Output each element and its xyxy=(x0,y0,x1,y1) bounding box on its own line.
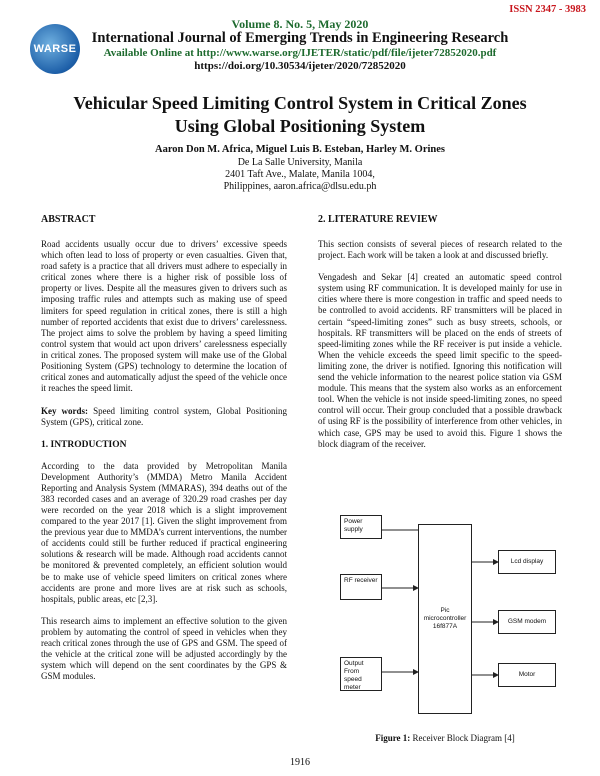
caption-text: Receiver Block Diagram [4] xyxy=(410,733,515,743)
affiliation-line-1: De La Salle University, Manila xyxy=(237,157,363,168)
intro-paragraph-1: According to the data provided by Metropolitan Manila Development Authority’s (MMDA) Metro Manila Accident Reporting and Analysis System (MMARAS), 394 deaths out of the 383 recorded cases and an average of 320.29 road crashes per day were recorded on the year 2018 which is a slight improvement compared to the year 2017 [1]. Given the slight improvement from the previous year due to MMDA’s current interventions, the number of accidents could still be further reduced if practical engineering solutions & research will be made. Although road accidents cannot be monitored & prevented completely, an efficient solution would be to make use of vehicle speed limiters on critical zones where accidents are prone and more lives are at risk such as schools, hospitals, public areas, etc [2,3]. xyxy=(41,460,287,604)
left-column xyxy=(41,239,287,682)
affiliation-line-2: 2401 Taft Ave., Malate, Manila 1004, xyxy=(225,169,375,180)
intro-heading: 1. INTRODUCTION xyxy=(41,439,127,450)
volume-line: Volume 8. No. 5, May 2020 xyxy=(231,17,369,31)
warse-logo: WARSE xyxy=(30,24,80,74)
lcd-display-block: Lcd display xyxy=(498,550,556,574)
motor-block: Motor xyxy=(498,663,556,687)
intro-paragraph-2: This research aims to implement an effective solution to the given problem by automating the control of speed in vehicles when they reach critical zones through the use of GPS and GSM. The speed of the vehicle at the critical zone will be adjusted accordingly by the system which will depend on the sent coordinates by the GPS & GSM modules. xyxy=(41,615,287,682)
abstract-text: Road accidents usually occur due to drivers’ excessive speeds which often lead to loss of property or even casualties. Given that, road safety is a practice that all drivers must adhere to especially in critical zones where there is a higher risk of possible loss of property or lives. Despite all the measures given to drivers such as imposing traffic rules and attempts such as making use of speed limiters for speed regulation in critical zones, there is still a high number of reported accidents that exist due to drivers’ carelessness. The project aims to solve the problem by having a speed limiting control system that would act upon drivers’ carelessness especially in critical zones. The proposed system will make use of the Global Positioning System (GPS) technology to determine the location of critical zones and automatically adjust the speed of the vehicle once it reaches the speed limit. xyxy=(41,239,287,394)
paper-title xyxy=(0,92,600,138)
affiliation-line-3: Philippines, aaron.africa@dlsu.edu.ph xyxy=(223,181,377,192)
keywords xyxy=(41,406,287,428)
page-number: 1916 xyxy=(290,757,310,768)
title-line-1: Vehicular Speed Limiting Control System in Critical Zones xyxy=(73,93,527,113)
literature-heading: 2. LITERATURE REVIEW xyxy=(318,214,438,225)
literature-paragraph-1: This section consists of several pieces of research related to the project. Each work will be taken a look at and discussed briefly. xyxy=(318,239,562,261)
issn-label: ISSN 2347 - 3983 xyxy=(509,4,586,15)
gsm-modem-block: GSM modem xyxy=(498,610,556,634)
keywords-text: Speed limiting control system, Global Positioning System (GPS), critical zone. xyxy=(41,406,287,428)
journal-name: International Journal of Emerging Trends in Engineering Research xyxy=(91,30,509,46)
pic-microcontroller-block: Pic microcontroller 16f877A xyxy=(418,524,472,714)
doi-link[interactable]: https://doi.org/10.30534/ijeter/2020/72852020 xyxy=(194,60,406,72)
figure-caption xyxy=(320,733,570,743)
caption-label: Figure 1: xyxy=(375,733,411,743)
authors: Aaron Don M. Africa, Miguel Luis B. Esteban, Harley M. Orines xyxy=(154,144,445,155)
available-link[interactable]: Available Online at http://www.warse.org/IJETER/static/pdf/file/ijeter72852020.pdf xyxy=(103,47,497,59)
abstract-heading: ABSTRACT xyxy=(41,214,96,225)
speed-meter-block: Output From speed meter xyxy=(340,657,382,691)
receiver-block-diagram xyxy=(320,510,570,728)
literature-paragraph-2: Vengadesh and Sekar [4] created an automatic speed control system using RF communication. It is developed mainly for use in cities where there is more congestion in traffic and speed needs to be controlled to avoid accidents. RF transmitters will be placed in certain “speed-limiting zones” such as busy streets, schools, or hospitals. RF transmitters will be placed on the ends of streets of speed-limiting zones while the RF receiver is put inside a vehicle. When the vehicle exceeds the speed limit specific to the speed-limiting zone, the driver is notified. Ignoring this notification will send the vehicle information to the nearest police station via GSM module. This means that the system also works as an enforcement tool. When the vehicle is not inside speed-limiting zones, no speed control will occur. Their group concluded that a possible drawback of using RF is the possibility of interference from other vehicles, in which case, GPS may be used to avoid this. Figure 1 shows the block diagram of the receiver. xyxy=(318,272,562,449)
title-line-2: Using Global Positioning System xyxy=(174,116,426,136)
keywords-label: Key words: xyxy=(41,406,89,417)
right-column xyxy=(318,239,562,450)
rf-receiver-block: RF receiver xyxy=(340,574,382,600)
power-supply-block: Power supply xyxy=(340,515,382,539)
